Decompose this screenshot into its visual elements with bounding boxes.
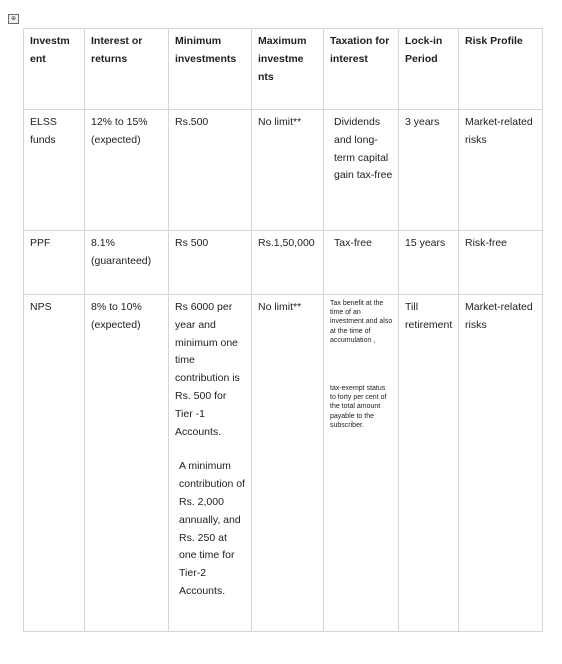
cell-minimum: Rs.500 (169, 110, 252, 231)
cell-returns: 8.1% (guaranteed) (85, 231, 169, 295)
table-row (24, 295, 543, 632)
cell-maximum: Rs.1,50,000 (252, 231, 324, 295)
cell-investment: PPF (24, 231, 85, 295)
cell-lockin: 3 years (399, 110, 459, 231)
cell-risk: Market-related risks (459, 110, 543, 231)
cell-lockin: Till retirement (399, 295, 459, 632)
cell-minimum (169, 295, 252, 632)
cell-lockin: 15 years (399, 231, 459, 295)
investment-comparison-table (23, 28, 543, 632)
header-taxation: Taxation for interest (324, 29, 399, 110)
table-move-handle-icon[interactable]: ⊕ (8, 14, 19, 24)
header-risk: Risk Profile (459, 29, 543, 110)
header-returns: Interest or returns (85, 29, 169, 110)
cell-minimum: Rs 500 (169, 231, 252, 295)
taxation-text: Tax-free (334, 237, 372, 249)
minimum-paragraph-1: Rs 6000 per year and minimum one time contribution is Rs. 500 for Tier -1 Accounts. (175, 301, 240, 438)
table-row (24, 231, 543, 295)
cell-investment: ELSS funds (24, 110, 85, 231)
cell-risk: Risk-free (459, 231, 543, 295)
cell-investment: NPS (24, 295, 85, 632)
minimum-paragraph-2: A minimum contribution of Rs. 2,000 annually, and Rs. 250 at one time for Tier-2 Accounts. (179, 460, 245, 597)
cell-returns: 8% to 10% (expected) (85, 295, 169, 632)
cell-taxation (324, 110, 399, 231)
header-row (24, 29, 543, 110)
table-row (24, 110, 543, 231)
header-lockin: Lock-in Period (399, 29, 459, 110)
header-maximum: Maximum investme nts (252, 29, 324, 110)
taxation-paragraph-2: tax-exempt status to forty per cent of the total amount payable to the subscriber. (330, 385, 387, 429)
cell-maximum: No limit** (252, 295, 324, 632)
cell-taxation (324, 295, 399, 632)
header-investment: Investm ent (24, 29, 85, 110)
header-minimum: Minimum investments (169, 29, 252, 110)
cell-returns: 12% to 15% (expected) (85, 110, 169, 231)
taxation-paragraph-1: Tax benefit at the time of an investment and also at the time of accumulation , (330, 300, 393, 344)
cell-maximum: No limit** (252, 110, 324, 231)
cell-risk: Market-related risks (459, 295, 543, 632)
cell-taxation (324, 231, 399, 295)
taxation-text: Dividends and long-term capital gain tax-free (334, 116, 393, 182)
